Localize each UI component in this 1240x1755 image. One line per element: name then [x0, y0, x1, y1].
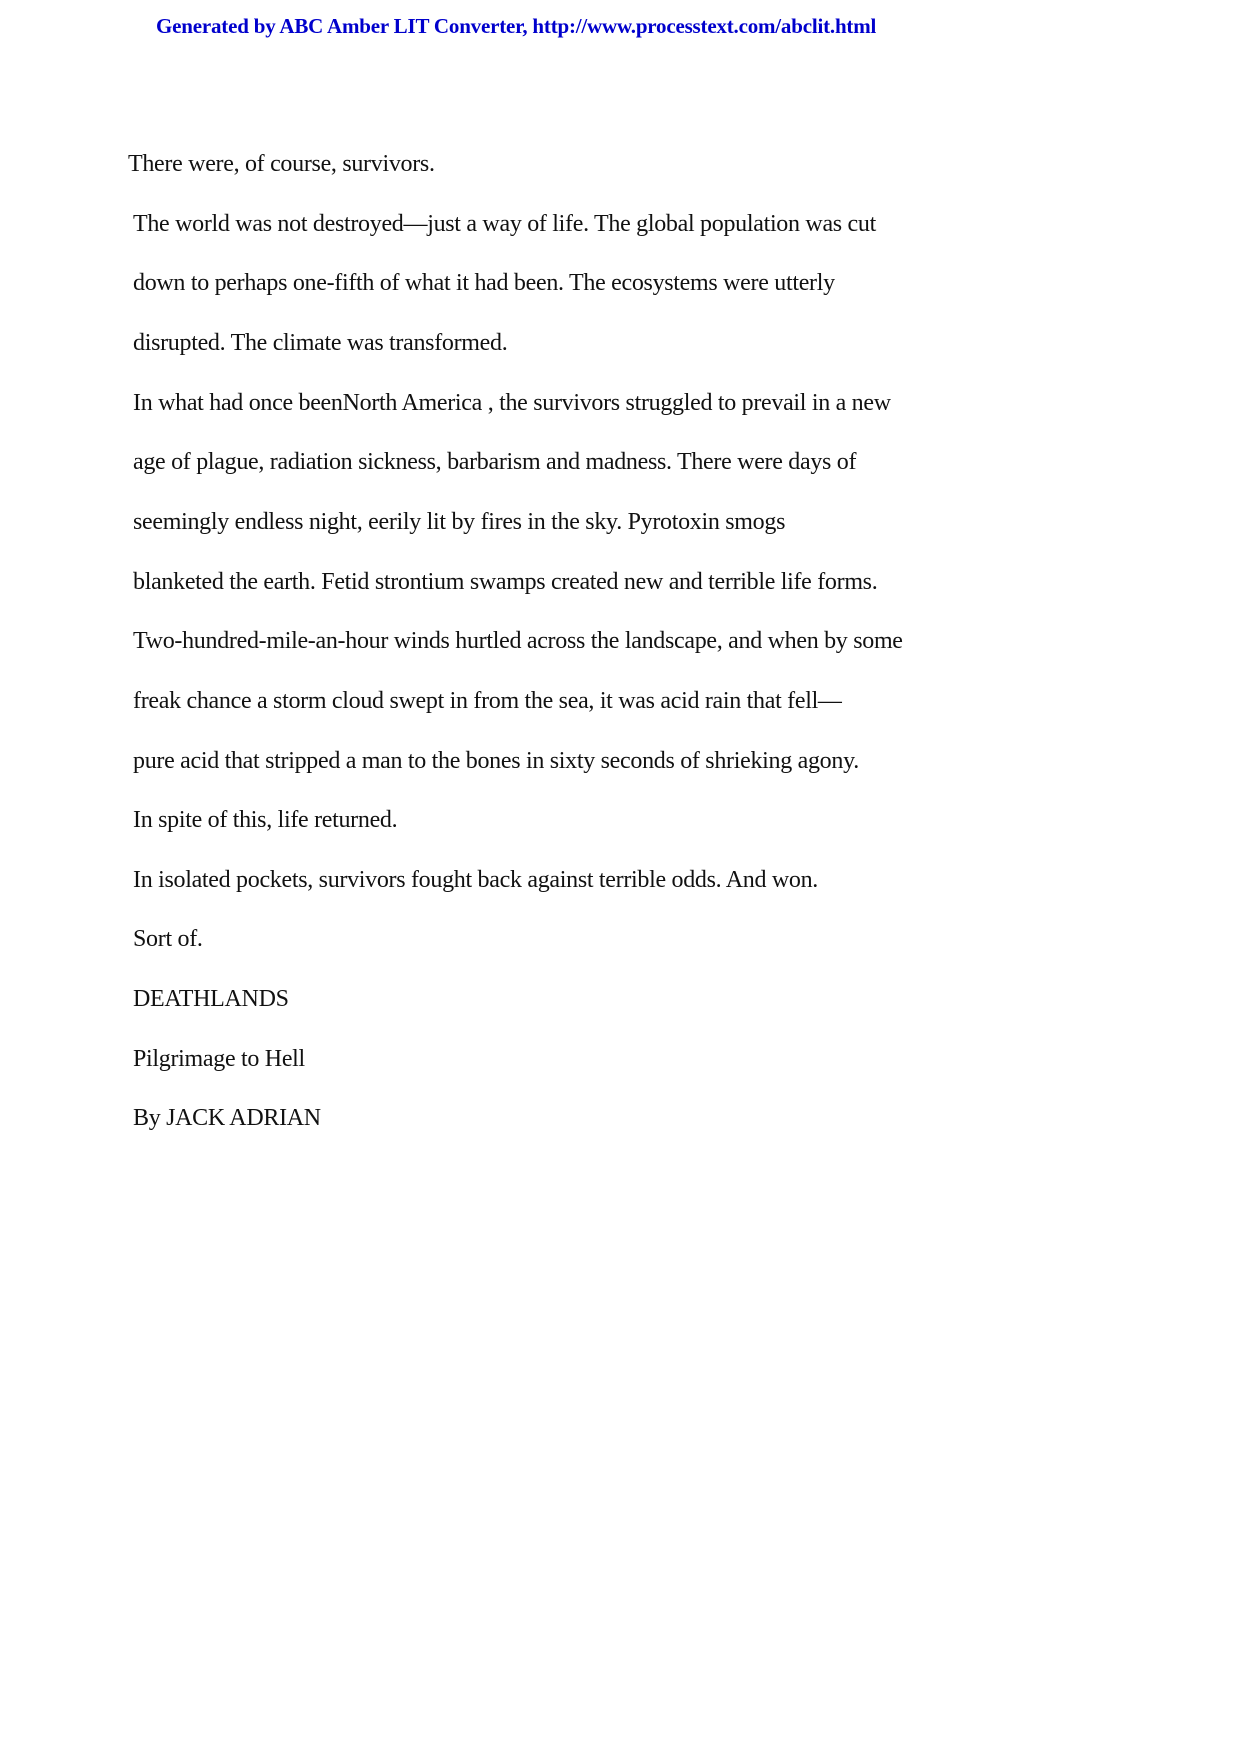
- text-line: freak chance a storm cloud swept in from the sea, it was acid rain that fell—: [133, 688, 842, 714]
- text-line: In isolated pockets, survivors fought back against terrible odds. And won.: [133, 867, 819, 893]
- converter-header-link[interactable]: Generated by ABC Amber LIT Converter, http://www.processtext.com/abclit.html: [156, 14, 877, 38]
- series-title: DEATHLANDS: [133, 986, 289, 1012]
- text-line: pure acid that stripped a man to the bones in sixty seconds of shrieking agony.: [133, 748, 859, 774]
- text-line: disrupted. The climate was transformed.: [133, 330, 508, 356]
- text-line: down to perhaps one-fifth of what it had been. The ecosystems were utterly: [133, 270, 835, 296]
- text-line: The world was not destroyed—just a way of life. The global population was cut: [133, 211, 876, 237]
- text-line: blanketed the earth. Fetid strontium swamps created new and terrible life forms.: [133, 569, 878, 595]
- text-line: There were, of course, survivors.: [128, 151, 435, 177]
- book-title: Pilgrimage to Hell: [133, 1046, 305, 1072]
- text-line: age of plague, radiation sickness, barbarism and madness. There were days of: [133, 449, 857, 475]
- text-line: Two-hundred-mile-an-hour winds hurtled across the landscape, and when by some: [133, 628, 903, 654]
- text-line: In spite of this, life returned.: [133, 807, 398, 833]
- text-line: Sort of.: [133, 926, 203, 952]
- text-line: seemingly endless night, eerily lit by fires in the sky. Pyrotoxin smogs: [133, 509, 786, 535]
- text-line: In what had once beenNorth America , the survivors struggled to prevail in a new: [133, 390, 891, 416]
- author-byline: By JACK ADRIAN: [133, 1105, 321, 1131]
